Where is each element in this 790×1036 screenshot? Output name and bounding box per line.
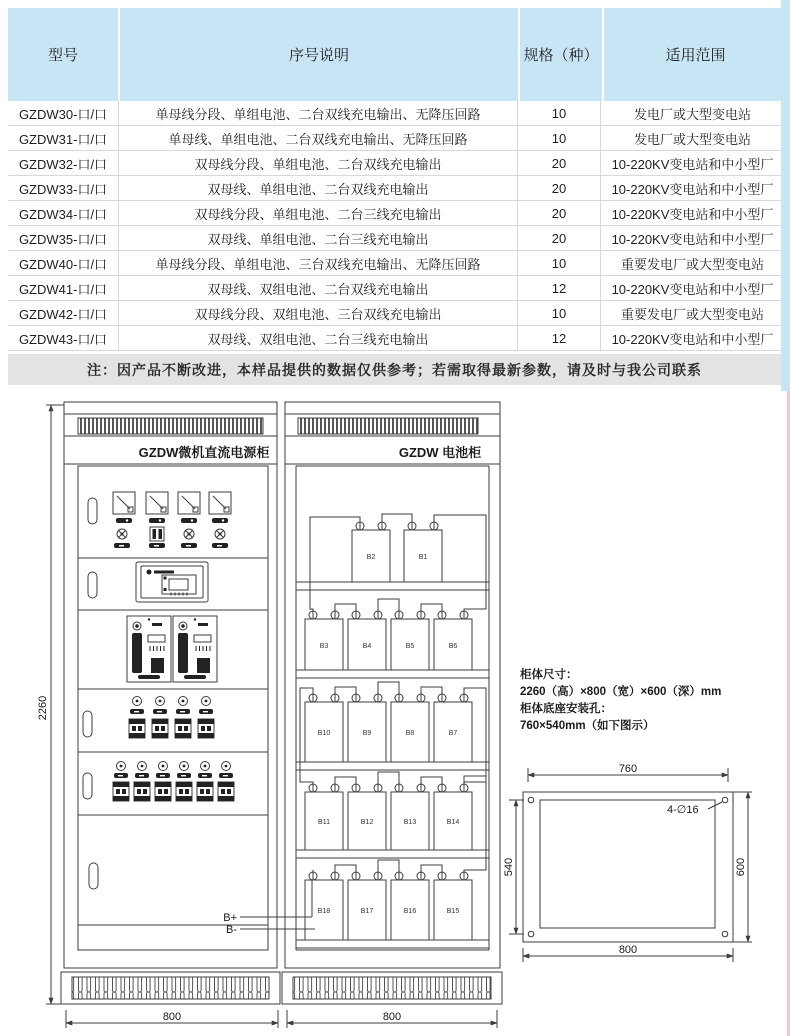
column-header-spec: 规格（种） bbox=[520, 8, 604, 101]
table-row bbox=[8, 301, 781, 326]
column-header-desc: 序号说明 bbox=[120, 8, 520, 101]
cell-range: 10-220KV变电站和中小型厂 bbox=[611, 156, 774, 172]
table-row bbox=[8, 276, 781, 301]
cell-model: GZDW42-口/口 bbox=[8, 301, 119, 325]
door-handle bbox=[83, 498, 98, 889]
dim-2260 bbox=[37, 405, 64, 1004]
cell-desc: 双母线、单组电池、二台三线充电输出 bbox=[119, 226, 518, 250]
battery-label: B3 bbox=[319, 643, 329, 650]
cell-range: 发电厂或大型变电站 bbox=[633, 106, 751, 122]
dim-760 bbox=[528, 763, 728, 782]
cell-spec: 12 bbox=[518, 276, 601, 300]
terminal-label-bplus: B+ bbox=[223, 912, 237, 924]
feeder-breakers-row1 bbox=[129, 697, 214, 739]
battery-label: B8 bbox=[405, 730, 415, 737]
battery-label: B11 bbox=[318, 819, 330, 826]
holes-callout bbox=[667, 802, 722, 816]
right-edge-blue-strip bbox=[781, 0, 790, 391]
spec-line-4: 760×540mm（如下图示） bbox=[520, 720, 655, 732]
table-row bbox=[8, 126, 781, 151]
spec-line-3: 柜体底座安装孔： bbox=[520, 703, 612, 715]
battery-cabinet-title: GZDW 电池柜 bbox=[398, 445, 482, 460]
table-row bbox=[8, 326, 781, 351]
cell-desc: 双母线、双组电池、二台三线充电输出 bbox=[119, 326, 518, 350]
battery-label: B16 bbox=[403, 908, 417, 915]
spec-table bbox=[8, 8, 781, 385]
cell-spec: 10 bbox=[518, 126, 601, 150]
table-header-row bbox=[8, 8, 781, 101]
dim-label-540: 540 bbox=[503, 857, 515, 877]
cell-desc: 双母线分段、单组电池、二台双线充电输出 bbox=[119, 151, 518, 175]
battery-feed-lines bbox=[223, 912, 315, 936]
note-bar: 注：因产品不断改进，本样品提供的数据仅供参考；若需取得最新参数，请及时与我公司联系 bbox=[8, 354, 781, 385]
battery-label: B10 bbox=[317, 730, 331, 737]
cell-model: GZDW40-口/口 bbox=[8, 251, 119, 275]
cell-range: 10-220KV变电站和中小型厂 bbox=[611, 281, 774, 297]
dim-800-left bbox=[66, 1010, 278, 1028]
cell-desc: 双母线分段、双组电池、三台双线充电输出 bbox=[119, 301, 518, 325]
table-row bbox=[8, 201, 781, 226]
cell-model: GZDW33-口/口 bbox=[8, 176, 119, 200]
cell-model: GZDW41-口/口 bbox=[8, 276, 119, 300]
battery-label: B6 bbox=[448, 643, 458, 650]
dim-label-800-right: 800 bbox=[382, 1011, 402, 1023]
power-cabinet-drawing bbox=[37, 402, 315, 1028]
spec-line-1: 柜体尺寸： bbox=[520, 669, 578, 681]
feeder-breakers-row2 bbox=[113, 762, 234, 802]
cell-range: 重要发电厂或大型变电站 bbox=[620, 306, 764, 322]
cell-spec: 12 bbox=[518, 326, 601, 350]
cell-desc: 单母线分段、单组电池、三台双线充电输出、无降压回路 bbox=[119, 251, 518, 275]
cell-model: GZDW34-口/口 bbox=[8, 201, 119, 225]
dim-label-2260: 2260 bbox=[37, 695, 49, 721]
holes-callout-label: 4-∅16 bbox=[667, 804, 699, 816]
spec-line-2: 2260（高）×800（宽）×600（深）mm bbox=[520, 686, 722, 698]
table-row bbox=[8, 151, 781, 176]
battery-cabinet-drawing bbox=[282, 402, 502, 1028]
monitor-module bbox=[136, 562, 208, 602]
battery-label: B12 bbox=[360, 819, 374, 826]
cell-spec: 20 bbox=[518, 226, 601, 250]
cell-desc: 双母线、单组电池、二台双线充电输出 bbox=[119, 176, 518, 200]
battery-shelf bbox=[305, 599, 472, 670]
dim-600 bbox=[733, 792, 752, 942]
battery-label: B7 bbox=[448, 730, 458, 737]
column-header-range: 适用范围 bbox=[665, 47, 726, 64]
dim-label-600: 600 bbox=[735, 857, 747, 877]
cell-range: 10-220KV变电站和中小型厂 bbox=[611, 331, 774, 347]
battery-label: B1 bbox=[418, 554, 428, 561]
dim-label-760: 760 bbox=[618, 763, 638, 775]
base-mounting-diagram bbox=[503, 763, 752, 962]
battery-label: B5 bbox=[405, 643, 415, 650]
dim-label-800-left: 800 bbox=[162, 1011, 182, 1023]
cell-desc: 单母线分段、单组电池、二台双线充电输出、无降压回路 bbox=[119, 101, 518, 125]
cell-model: GZDW35-口/口 bbox=[8, 226, 119, 250]
cell-range: 发电厂或大型变电站 bbox=[633, 131, 751, 147]
cell-spec: 20 bbox=[518, 201, 601, 225]
technical-drawing bbox=[0, 376, 790, 1036]
table-row bbox=[8, 226, 781, 251]
cell-model: GZDW31-口/口 bbox=[8, 126, 119, 150]
table-row bbox=[8, 101, 781, 126]
shelf-boards bbox=[296, 582, 489, 948]
cell-range: 10-220KV变电站和中小型厂 bbox=[611, 231, 774, 247]
cell-spec: 20 bbox=[518, 151, 601, 175]
battery-label: B9 bbox=[362, 730, 372, 737]
power-cabinet-title: GZDW微机直流电源柜 bbox=[138, 445, 270, 460]
cell-desc: 双母线分段、单组电池、二台三线充电输出 bbox=[119, 201, 518, 225]
analog-meters bbox=[113, 492, 231, 523]
cell-model: GZDW43-口/口 bbox=[8, 326, 119, 350]
battery-label: B2 bbox=[366, 554, 376, 561]
cell-model: GZDW32-口/口 bbox=[8, 151, 119, 175]
battery-shelf bbox=[310, 514, 486, 615]
cell-spec: 10 bbox=[518, 101, 601, 125]
charger-modules bbox=[127, 616, 217, 682]
column-header-model: 型号 bbox=[8, 8, 120, 101]
dim-label-800-base: 800 bbox=[618, 944, 638, 956]
battery-shelf bbox=[305, 860, 472, 940]
cell-desc: 双母线、双组电池、二台双线充电输出 bbox=[119, 276, 518, 300]
cell-spec: 10 bbox=[518, 251, 601, 275]
battery-label: B14 bbox=[446, 819, 460, 826]
table-row bbox=[8, 251, 781, 276]
battery-label: B4 bbox=[362, 643, 372, 650]
cell-model: GZDW30-口/口 bbox=[8, 101, 119, 125]
cabinet-spec-text bbox=[520, 667, 721, 732]
cell-range: 10-220KV变电站和中小型厂 bbox=[611, 206, 774, 222]
battery-label: B15 bbox=[446, 908, 460, 915]
dim-800-right bbox=[287, 1010, 497, 1028]
battery-label: B13 bbox=[403, 819, 417, 826]
terminal-label-bminus: B- bbox=[226, 924, 237, 936]
cell-spec: 10 bbox=[518, 301, 601, 325]
battery-label: B17 bbox=[360, 908, 374, 915]
indicator-row bbox=[114, 527, 228, 548]
table-row bbox=[8, 176, 781, 201]
dim-800-base bbox=[523, 944, 733, 962]
cell-spec: 20 bbox=[518, 176, 601, 200]
battery-label: B18 bbox=[317, 908, 331, 915]
cell-range: 10-220KV变电站和中小型厂 bbox=[611, 181, 774, 197]
dim-540 bbox=[503, 800, 524, 934]
cell-desc: 单母线、单组电池、二台双线充电输出、无降压回路 bbox=[119, 126, 518, 150]
cell-range: 重要发电厂或大型变电站 bbox=[620, 256, 764, 272]
